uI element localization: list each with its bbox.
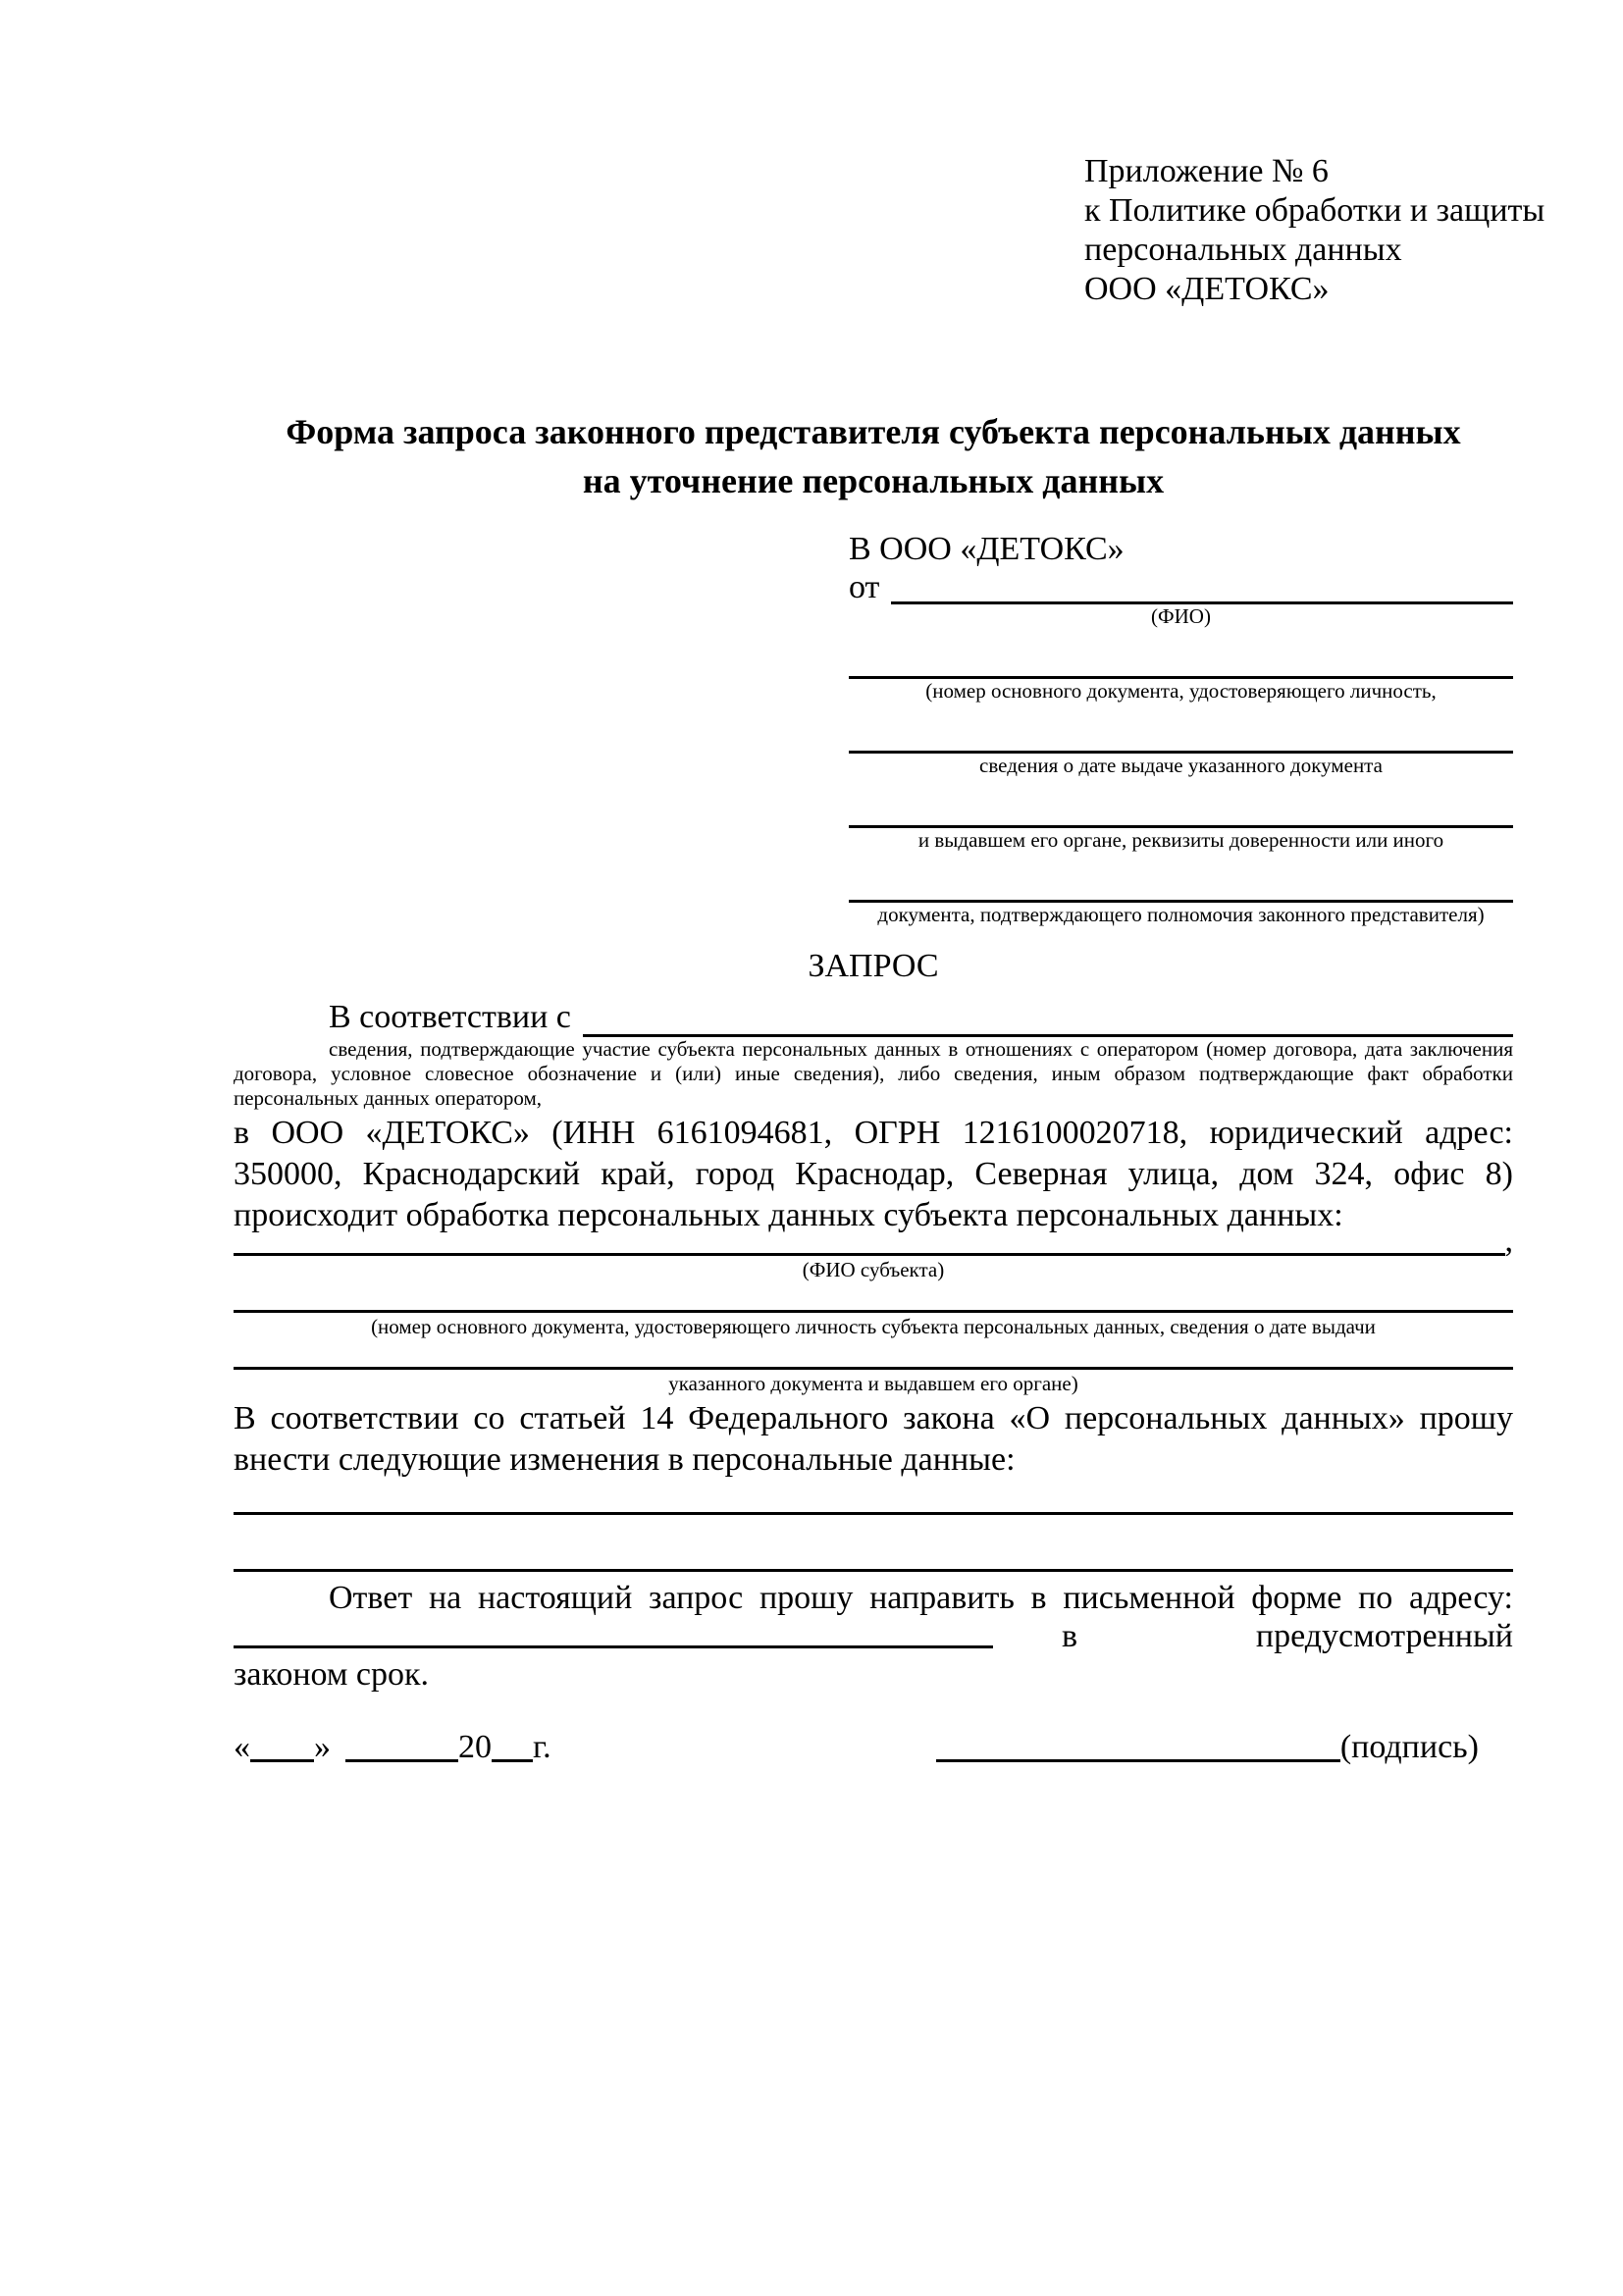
- year-prefix: 20: [458, 1729, 492, 1765]
- signature-field: [936, 1725, 1479, 1770]
- quote-open: «: [234, 1729, 250, 1765]
- from-label: от: [849, 569, 880, 605]
- annex-block: [1084, 152, 1545, 309]
- annex-line-4: ООО «ДЕТОКС»: [1084, 271, 1330, 307]
- annex-line-2: к Политике обработки и защиты: [1084, 192, 1545, 229]
- doc-field-line-2: [849, 715, 1513, 754]
- doc-caption-4: документа, подтверждающего полномочия законного представителя): [877, 903, 1485, 926]
- day-field-line: [250, 1757, 314, 1762]
- page-title-line2: на уточнение персональных данных: [582, 461, 1165, 500]
- fio-caption: (ФИО): [1151, 604, 1211, 628]
- subject-fio-caption: (ФИО субъекта): [802, 1258, 945, 1281]
- subject-fio-field-line: [234, 1251, 1505, 1256]
- month-field-line: [345, 1757, 458, 1762]
- doc-field-line-1: [849, 641, 1513, 679]
- answer-word-in: в: [1062, 1618, 1078, 1654]
- signature-caption: (подпись): [1339, 1729, 1479, 1765]
- trailing-comma: ,: [1504, 1223, 1513, 1259]
- addressee-to: В ООО «ДЕТОКС»: [849, 531, 1125, 567]
- page-title-line1: Форма запроса законного представителя субъекта персональных данных: [286, 412, 1461, 451]
- subject-doc-caption-2: указанного документа и выдавшем его органе): [668, 1372, 1078, 1395]
- request-heading: ЗАПРОС: [808, 948, 939, 984]
- changes-field-line-2: [234, 1569, 1513, 1572]
- operator-paragraph: в ООО «ДЕТОКС» (ИНН 6161094681, ОГРН 1216100020718, юридический адрес: 350000, Краснодарский край, город Краснодар, Северная улица, дом 324, офис 8) происходит обработка персональных данных субъекта персональных данных:: [234, 1115, 1513, 1233]
- subject-doc-field-line-2: [234, 1339, 1513, 1370]
- answer-paragraph-tail: законом срок.: [234, 1656, 429, 1693]
- document-content: [234, 0, 1545, 1770]
- footer-row: [234, 1725, 1513, 1770]
- accordance-lead: В соответствии с: [329, 999, 571, 1035]
- address-field-line: [234, 1644, 993, 1648]
- year-field-line: [492, 1757, 533, 1762]
- changes-field-line-1: [234, 1512, 1513, 1515]
- annex-line-3: персональных данных: [1084, 232, 1402, 268]
- doc-field-line-4: [849, 864, 1513, 903]
- annex-line-1: Приложение № 6: [1084, 153, 1329, 189]
- subject-doc-caption-1: (номер основного документа, удостоверяющего личность субъекта персональных данных, сведения о дате выдачи: [371, 1315, 1376, 1338]
- quote-close: »: [314, 1729, 331, 1765]
- page-title: [234, 407, 1513, 505]
- doc-caption-2: сведения о дате выдаче указанного документа: [979, 754, 1383, 777]
- answer-word-prescribed: предусмотренный: [1255, 1618, 1513, 1654]
- signature-field-line: [936, 1757, 1340, 1762]
- answer-paragraph-line1: Ответ на настоящий запрос прошу направить в письменной форме по адресу:: [329, 1580, 1513, 1616]
- doc-caption-3: и выдавшем его органе, реквизиты доверенности или иного: [917, 828, 1444, 852]
- doc-caption-1: (номер основного документа, удостоверяющего личность,: [925, 679, 1437, 703]
- addressee-block: [849, 527, 1513, 927]
- from-row: [849, 571, 1513, 604]
- answer-address-row: [234, 1619, 1513, 1654]
- year-suffix: г.: [533, 1729, 551, 1765]
- accordance-row: [234, 994, 1513, 1037]
- law-paragraph: В соответствии со статьей 14 Федерального закона «О персональных данных» прошу внести следующие изменения в персональные данные:: [234, 1400, 1513, 1478]
- date-field: [234, 1725, 551, 1770]
- subject-doc-field-line-1: [234, 1282, 1513, 1313]
- doc-field-line-3: [849, 790, 1513, 828]
- accordance-caption: сведения, подтверждающие участие субъекта персональных данных в отношениях с оператором (номер договора, дата заключения договора, условное словесное обозначение и (или) иные сведения), либо сведения, иным образом подтверждающие факт обработки персональных данных оператором,: [234, 1037, 1513, 1110]
